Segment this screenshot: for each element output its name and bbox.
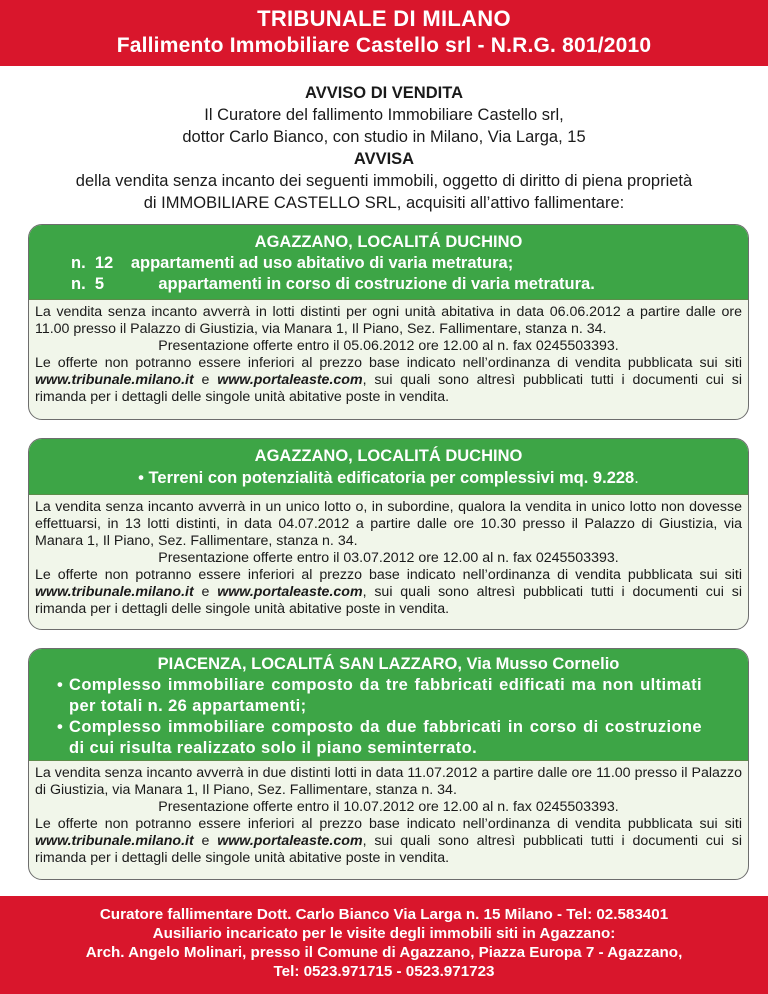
case-title: Fallimento Immobiliare Castello srl - N.R.G. 801/2010 [116,34,652,57]
sale-line-1: della vendita senza incanto dei seguenti immobili, oggetto di diritto di piena proprietà [75,172,693,190]
lot-title: AGAZZANO, LOCALITÁ DUCHINO [254,447,523,465]
offer-conditions [35,567,742,618]
contact-banner [0,896,768,994]
lot-bullet-text: • Terreni con potenzialità edificatoria per complessivi mq. 9.228 [138,469,635,487]
notice-title: AVVISO DI VENDITA [305,84,463,102]
offer-conditions [35,355,742,406]
portaleaste-site-link[interactable]: www.portaleaste.com [217,833,363,849]
lot-card-header [29,439,748,495]
lot-card-1 [28,224,749,420]
avvisa-heading: AVVISA [353,150,415,168]
sale-details: La vendita senza incanto avverrà in due distinti lotti in data 11.07.2012 a partire dalle ore 11.00 presso il Palazzo di Giustizia, via Manara 1, Il Piano, Sez. Fallimentare, stanza n. 34. [35,765,742,798]
lot-title: PIACENZA, LOCALITÁ SAN LAZZARO, Via Musso Cornelio [157,655,620,673]
court-title: TRIBUNALE DI MILANO [257,6,511,31]
tribunale-site-link[interactable]: www.tribunale.milano.it [35,372,194,388]
lot-bullet-text: Complesso immobiliare composto da tre fabbricati edificati ma non ultimati per totali n. 26 appartamenti; [69,676,702,715]
lot-bullet [29,675,748,717]
assistant-phones: Tel: 0523.971715 - 0523.971723 [273,963,495,980]
offer-text: e [193,833,218,849]
offer-text: e [193,372,218,388]
lot-item-prefix: n. [71,275,86,293]
lot-card-body [29,761,748,867]
portaleaste-site-link[interactable]: www.portaleaste.com [217,372,363,388]
curator-line-2: dottor Carlo Bianco, con studio in Milano, Via Larga, 15 [182,128,586,146]
offer-text: , sui quali sono altresì pubblicati tutti i documenti cui si rimanda per i dettagli delle singole unità abitative poste in vendita. [35,833,742,866]
offer-text: Le offerte non potranno essere inferiori al prezzo base indicato nell’ordinanza di vendita pubblicata sui siti [35,355,742,371]
offer-text: , sui quali sono altresì pubblicati tutti i documenti cui si rimanda per i dettagli delle singole unità abitative poste in vendita. [35,584,742,617]
curator-line-1: Il Curatore del fallimento Immobiliare Castello srl, [204,106,564,124]
lot-bullet [29,717,748,759]
lot-item-text: appartamenti ad uso abitativo di varia metratura; [130,254,514,272]
visit-assistant-label: Ausiliario incaricato per le visite degli immobili siti in Agazzano: [152,925,616,942]
bullet-icon: • [57,718,63,736]
lot-item-qty: 5 [94,275,105,293]
lot-item-prefix: n. [71,254,86,272]
lot-card-header [29,649,748,761]
offer-text: Le offerte non potranno essere inferiori al prezzo base indicato nell’ordinanza di vendita pubblicata sui siti [35,816,742,832]
lot-item-qty: 12 [94,254,114,272]
sale-details: La vendita senza incanto avverrà in lotti distinti per ogni unità abitativa in data 06.06.2012 a partire dalle ore 11.00 presso il Palazzo di Giustizia, via Manara 1, Il Piano, Sez. Fallimentare, stanza n. 34. [35,304,742,337]
lot-bullet-text: Complesso immobiliare composto da due fabbricati in corso di costruzione di cui risulta realizzato solo il piano seminterrato. [69,718,702,757]
lot-bullet-end: . [634,469,639,487]
lot-item-text: appartamenti in corso di costruzione di varia metratura. [158,275,595,293]
lot-card-body [29,495,748,618]
sale-details: La vendita senza incanto avverrà in un unico lotto o, in subordine, qualora la vendita in unico lotto non dovesse effettuarsi, in 13 lotti distinti, in data 04.07.2012 a partire dalle ore 10.30 presso il Palazzo di Giustizia, via Manara 1, Il Piano, Sez. Fallimentare, stanza n. 34. [35,499,742,549]
lot-title: AGAZZANO, LOCALITÁ DUCHINO [254,233,523,251]
tribunale-site-link[interactable]: www.tribunale.milano.it [35,833,194,849]
lot-item [29,274,748,295]
sale-line-2: di IMMOBILIARE CASTELLO SRL, acquisiti all’attivo fallimentare: [143,194,625,212]
lot-card-3 [28,648,749,880]
top-banner [0,0,768,66]
tribunale-site-link[interactable]: www.tribunale.milano.it [35,584,194,600]
offer-text: Le offerte non potranno essere inferiori al prezzo base indicato nell’ordinanza di vendita pubblicata sui siti [35,567,742,583]
offer-text: e [193,584,218,600]
assistant-address: Arch. Angelo Molinari, presso il Comune di Agazzano, Piazza Europa 7 - Agazzano, [85,944,683,961]
lot-card-header [29,225,748,300]
offer-deadline: Presentazione offerte entro il 05.06.2012 ore 12.00 al n. fax 0245503393. [158,338,619,354]
lot-card-2 [28,438,749,630]
lot-card-body [29,300,748,406]
notice-intro [0,82,768,214]
lot-item [29,253,748,274]
lot-bullet [29,467,748,489]
offer-deadline: Presentazione offerte entro il 03.07.2012 ore 12.00 al n. fax 0245503393. [158,550,619,566]
offer-text: , sui quali sono altresì pubblicati tutti i documenti cui si rimanda per i dettagli delle singole unità abitative poste in vendita. [35,372,742,405]
curator-contact: Curatore fallimentare Dott. Carlo Bianco Via Larga n. 15 Milano - Tel: 02.583401 [99,906,669,923]
bullet-icon: • [57,676,63,694]
portaleaste-site-link[interactable]: www.portaleaste.com [217,584,363,600]
offer-conditions [35,816,742,867]
offer-deadline: Presentazione offerte entro il 10.07.2012 ore 12.00 al n. fax 0245503393. [158,799,619,815]
